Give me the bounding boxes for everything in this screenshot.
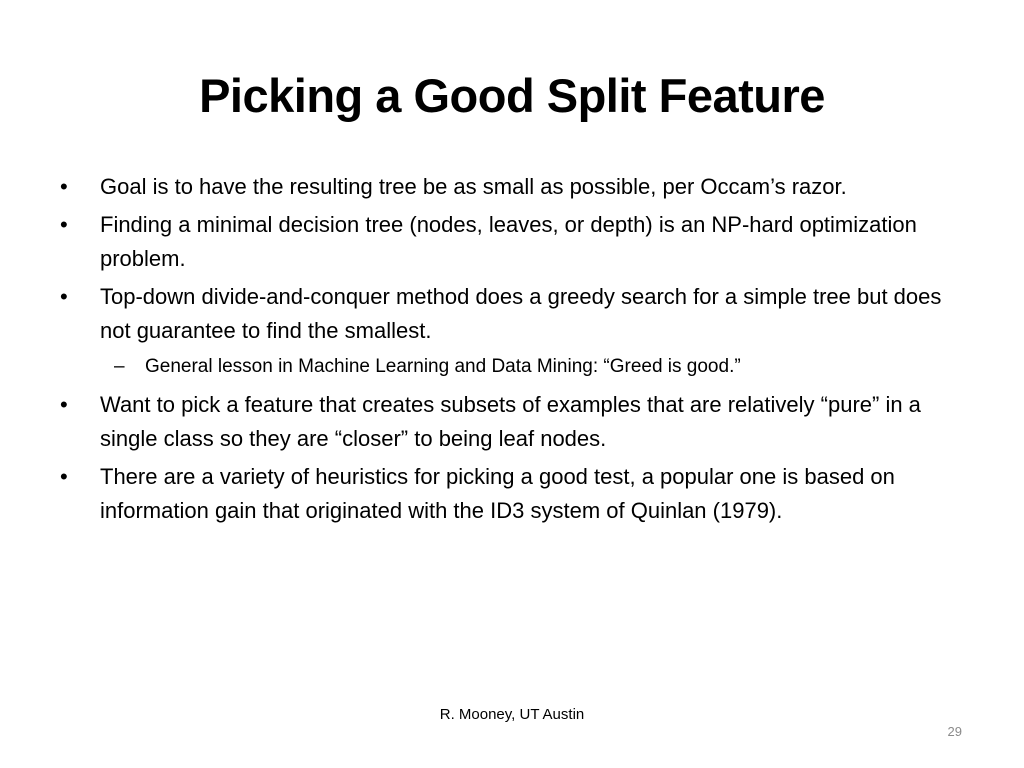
sub-bullet-marker: – [114,356,125,377]
bullet-text: There are a variety of heuristics for picking a good test, a popular one is based on information gain that originated with the ID3 system of Quinlan (1979). [100,464,895,523]
footer-text: R. Mooney, UT Austin [439,706,585,723]
bullet-item [58,460,968,528]
bullet-item [58,280,968,348]
sub-bullet-text: General lesson in Machine Learning and Data Mining: “Greed is good.” [145,356,741,377]
bullet-marker: • [60,174,68,199]
bullet-text: Want to pick a feature that creates subsets of examples that are relatively “pure” in a single class so they are “closer” to being leaf nodes. [100,392,921,451]
bullet-marker: • [60,284,68,309]
bullet-list [58,170,968,532]
sub-bullet-item [58,352,968,382]
bullet-marker: • [60,212,68,237]
bullet-item [58,170,968,204]
bullet-text: Top-down divide-and-conquer method does a greedy search for a simple tree but does not guarantee to find the smallest. [100,284,942,343]
bullet-item [58,388,968,456]
bullet-item [58,208,968,276]
slide-title: Picking a Good Split Feature [199,69,825,122]
bullet-text: Finding a minimal decision tree (nodes, leaves, or depth) is an NP-hard optimization problem. [100,212,917,271]
bullet-text: Goal is to have the resulting tree be as small as possible, per Occam’s razor. [100,174,847,199]
page-number: 29 [947,724,962,739]
bullet-marker: • [60,392,68,417]
bullet-marker: • [60,464,68,489]
